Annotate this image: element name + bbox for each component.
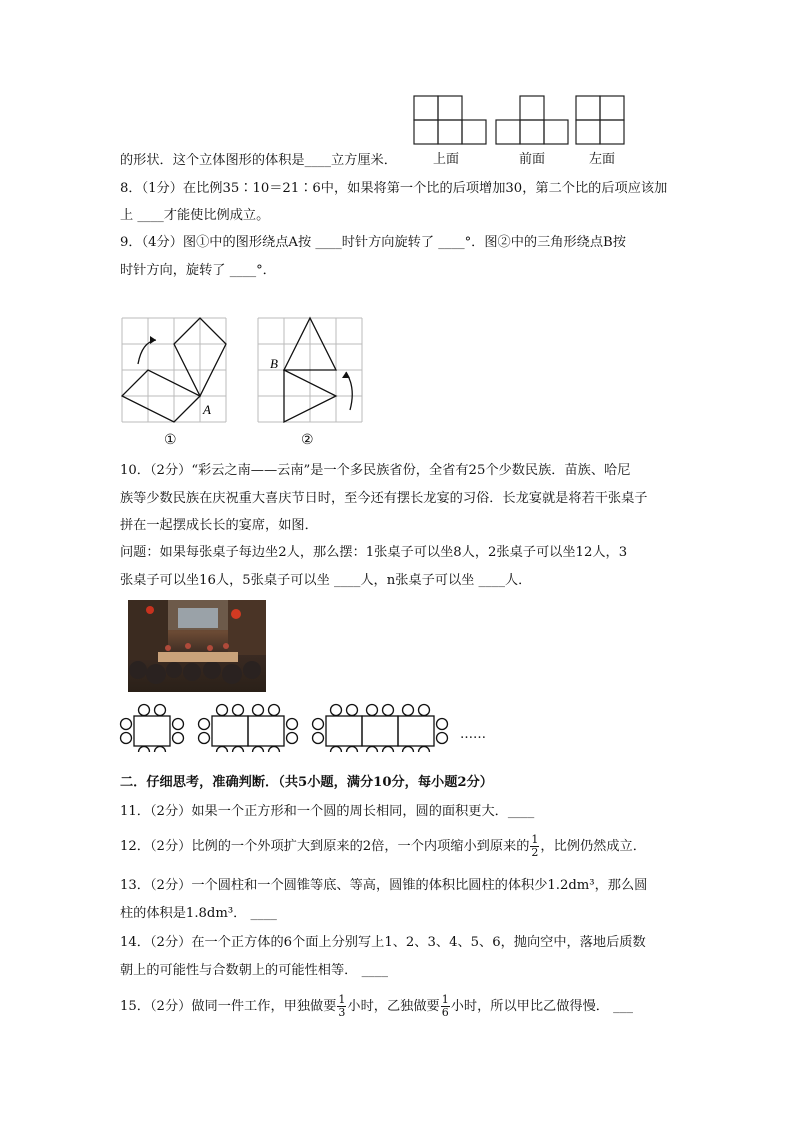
q15-text-b: 小时，乙独做要: [347, 999, 440, 1014]
q8-line2: 上 ____才能使比例成立。: [120, 208, 270, 223]
left-view-label: 左面: [589, 152, 616, 167]
q7-tail: 的形状．这个立体图形的体积是____立方厘米．: [120, 153, 397, 168]
q14-line2: 朝上的可能性与合数朝上的可能性相等． ____: [120, 963, 388, 978]
fraction-one-sixth: [441, 994, 450, 1019]
banquet-photo: [128, 600, 266, 692]
frac-denominator: 6: [441, 1006, 449, 1019]
ellipsis: ……: [460, 727, 486, 742]
table-arrangement-diagram: [118, 700, 458, 752]
q8-line1: 8．（1分）在比例35∶10＝21∶6中，如果将第一个比的后项增加30，第二个比的后项应该加: [120, 181, 668, 196]
rotation-figure-1: [118, 316, 230, 426]
q15-text-c: 小时，所以甲比乙做得慢． ___: [450, 999, 633, 1014]
q11: 11．（2分）如果一个正方形和一个圆的周长相同，圆的面积更大．____: [120, 804, 535, 819]
point-a-label: A: [203, 402, 211, 417]
point-b-label: B: [270, 356, 278, 371]
frac-numerator: 1: [338, 993, 346, 1006]
frac-denominator: 2: [531, 846, 539, 859]
q13-line2: 柱的体积是1.8dm³． ____: [120, 906, 277, 921]
fraction-one-half: [530, 834, 539, 859]
front-view-label: 前面: [519, 152, 546, 167]
q14-line1: 14．（2分）在一个正方体的6个面上分别写上1、2、3、4、5、6，抛向空中，落地后质数: [120, 935, 646, 950]
three-view-figure: [410, 94, 632, 148]
q13-line1: 13．（2分）一个圆柱和一个圆锥等底、等高，圆锥的体积比圆柱的体积少1.2dm³，那么圆: [120, 878, 648, 893]
q12-text-b: ，比例仍然成立．: [540, 839, 646, 854]
section-2-heading: 二．仔细思考，准确判断．（共5小题，满分10分，每小题2分）: [120, 775, 493, 790]
rotation-figure-2: [254, 316, 366, 426]
q10-line3: 拼在一起摆成长长的宴席，如图．: [120, 518, 318, 533]
q12-text-a: 12．（2分）比例的一个外项扩大到原来的2倍，一个内项缩小到原来的: [120, 839, 530, 854]
q9-line1: 9．（4分）图①中的图形绕点A按 ____时针方向旋转了 ____°．图②中的三角形绕点B按: [120, 235, 626, 250]
figure-1-caption: ①: [164, 432, 177, 448]
frac-numerator: 1: [531, 833, 539, 846]
fraction-one-third: [337, 994, 346, 1019]
q10-line1: 10．（2分）“彩云之南——云南”是一个多民族省份，全省有25个少数民族．苗族、哈尼: [120, 463, 631, 478]
q10-line2: 族等少数民族在庆祝重大喜庆节日时，至今还有摆长龙宴的习俗．长龙宴就是将若干张桌子: [120, 491, 648, 506]
q15-text-a: 15．（2分）做同一件工作，甲独做要: [120, 999, 337, 1014]
q9-line2: 时针方向，旋转了 ____°．: [120, 263, 276, 278]
q12: [120, 834, 646, 859]
q10-line4: 问题：如果每张桌子每边坐2人，那么摆：1张桌子可以坐8人，2张桌子可以坐12人，3: [120, 545, 628, 560]
q15: [120, 994, 633, 1019]
top-view-label: 上面: [433, 152, 460, 167]
figure-2-caption: ②: [301, 432, 314, 448]
frac-denominator: 3: [338, 1006, 346, 1019]
q10-line5: 张桌子可以坐16人，5张桌子可以坐 ____人，n张桌子可以坐 ____人．: [120, 573, 532, 588]
frac-numerator: 1: [441, 993, 449, 1006]
